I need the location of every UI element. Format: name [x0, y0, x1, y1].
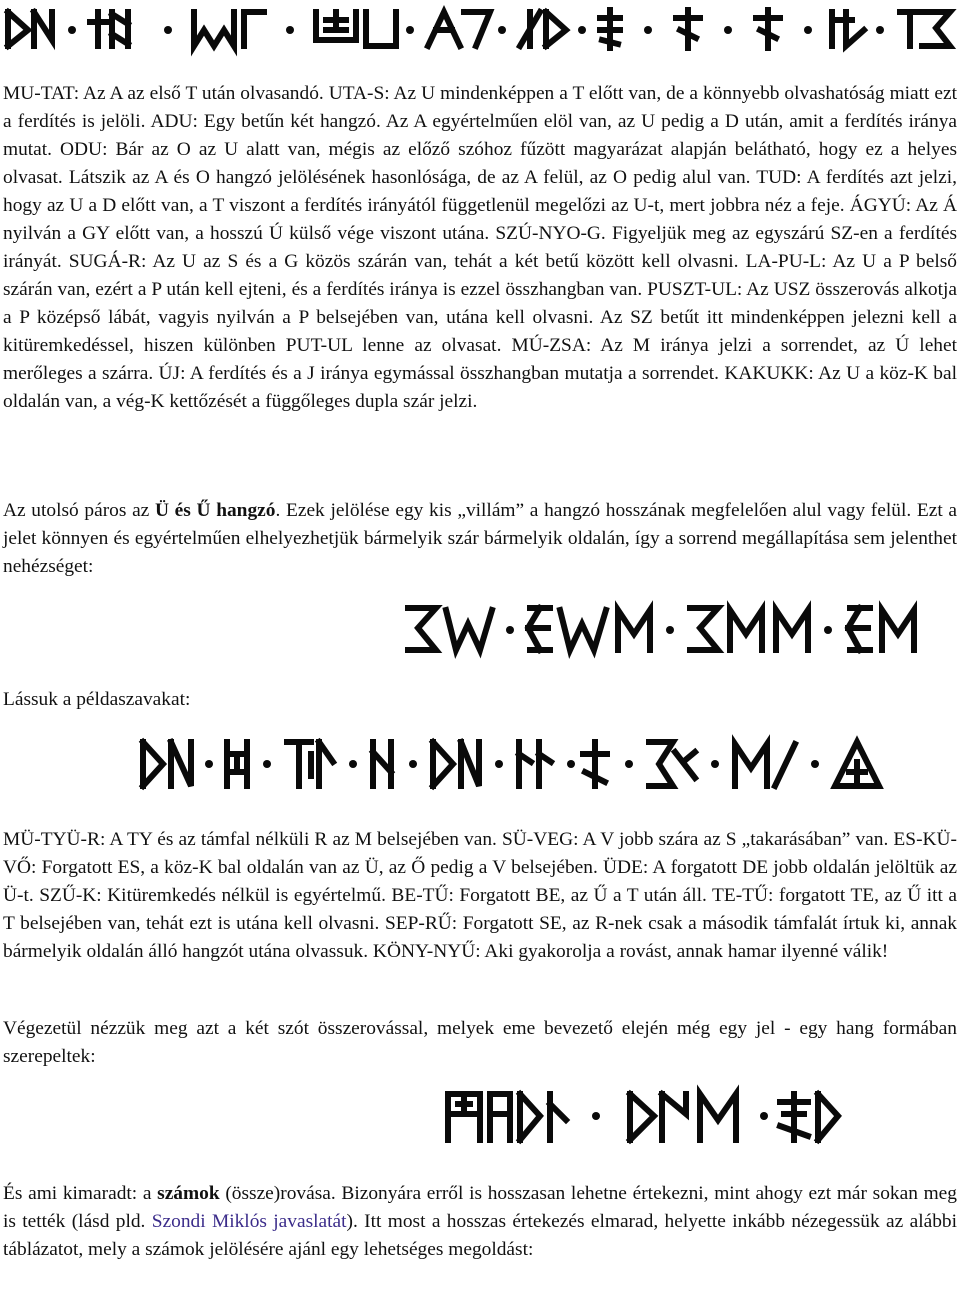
- rune-strip-ligature: [440, 1084, 940, 1150]
- rune-strip-umlaut: [400, 600, 960, 660]
- paragraph-6-bold: számok: [157, 1183, 220, 1204]
- paragraph-6-text-b: (össze)rovása. Bizonyára erről is hosszasan lehetne értekezni, mint ahogy ezt már sokan meg is tették (lásd pld.: [3, 1183, 957, 1232]
- szondi-link[interactable]: Szondi Miklós javaslatát: [151, 1211, 347, 1232]
- paragraph-2: [3, 497, 957, 581]
- paragraph-6: [3, 1180, 957, 1264]
- paragraph-2-text-a: Az utolsó páros az: [3, 500, 155, 521]
- rune-strip-examples: [135, 732, 960, 798]
- paragraph-1: MU-TAT: Az A az első T után olvasandó. UTA-S: Az U mindenképpen a T előtt van, de a könnyebb olvashatóság miatt ezt a ferdítés is jelöli. ADU: Egy betűn két hangzó. Az A egyértelműen elöl van, az U pedig a D után, amit a ferdítés iránya mutat. ODU: Bár az O az U alatt van, mégis az előző szóhoz fűzött magyarázat alapján belátható, hogy ez a helyes olvasat. Látszik az A és O hangzó jelölésének hasonlósága, de az A felül, az O pedig alul van. TUD: A ferdítés azt jelzi, hogy az U a D előtt van, a T viszont a ferdítés irányától függetlenül megelőzi az U-t, mert jobbra néz a feje. ÁGYÚ: Az Á nyilván a GY előtt van, a hosszú Ú külső vége viszont utána. SZÚ-NYO-G. Figyeljük meg az egyszárú SZ-en a ferdítés irányát. SUGÁ-R: Az U az S és a G közös szárán van, tehát a két betű között kell olvasni. LA-PU-L: Az U a P belső szárán van, ezért a P után kell ejteni, és a ferdítés iránya is ezzel összhangban van. PUSZT-UL: Az USZ összerovás alkotja a P középső lábát, vagyis nyilván a P belsejében van, utána kell olvasni. Az SZ betűt itt mindenképpen jelezni kell a kitüremkedéssel, hiszen különben PUT-UL lenne az olvasat. MÚ-ZSA: Az M iránya jelzi a sorrendet, az Ú lehet merőleges a szárra. ÚJ: A ferdítés és a J iránya egymással összhangban mutatja a sorrendet. KAKUKK: Az U a köz-K bal oldalán van, a vég-K kettőzését a függőleges dupla szár jelzi.: [3, 83, 957, 412]
- paragraph-2-bold: Ü és Ű hangzó: [154, 500, 276, 521]
- paragraph-2-text-b: . Ezek jelölése egy kis „villám” a hangzó hosszának megfelelően alul vagy felül. Ezt a jelet könnyen és egyértelműen elhelyezhetjük bármelyik szár bármelyik oldalán, így a sorrend megállapítása sem jelenthet nehézséget:: [3, 500, 957, 577]
- paragraph-4: MÜ-TYÜ-R: A TY és az támfal nélküli R az M belsejében van. SÜ-VEG: A V jobb szára az S „takarásában” van. ES-KÜ-VŐ: Forgatott ES, a köz-K bal oldalán van az Ü, az Ő pedig a V belsejében. ÜDE: A forgatott DE jobb oldalán jelöltük az Ü-t. SZŰ-K: Kitüremkedés nélkül is egyértelmű. BE-TŰ: Forgatott BE, az Ű a T után áll. TE-TŰ: forgatott TE, az Ű itt a T belsejében van, tehát ezt is utána kell olvasni. SEP-RŰ: Forgatott SE, az R-nek csak a második támfalát írtuk ki, annak bármelyik oldalán álló hangzót utána olvassuk. KÖNY-NYŰ: Aki gyakorolja a rovást, annak hamar ilyenné válik!: [3, 829, 957, 962]
- paragraph-6-text-c: ). Itt most a hosszas értekezés elmarad, helyette inkább nézegessük az alábbi táblázatot, mely a számok jelölésére ajánl egy lehetséges megoldást:: [3, 1211, 957, 1260]
- paragraph-3: Lássuk a példaszavakat:: [3, 689, 191, 710]
- paragraph-5: Végezetül nézzük meg azt a két szót összerovással, melyek eme bevezető elején még egy jel - egy hang formában szerepeltek:: [3, 1018, 957, 1067]
- rune-strip-top: [0, 0, 960, 58]
- paragraph-6-text-a: És ami kimaradt: a: [3, 1183, 158, 1204]
